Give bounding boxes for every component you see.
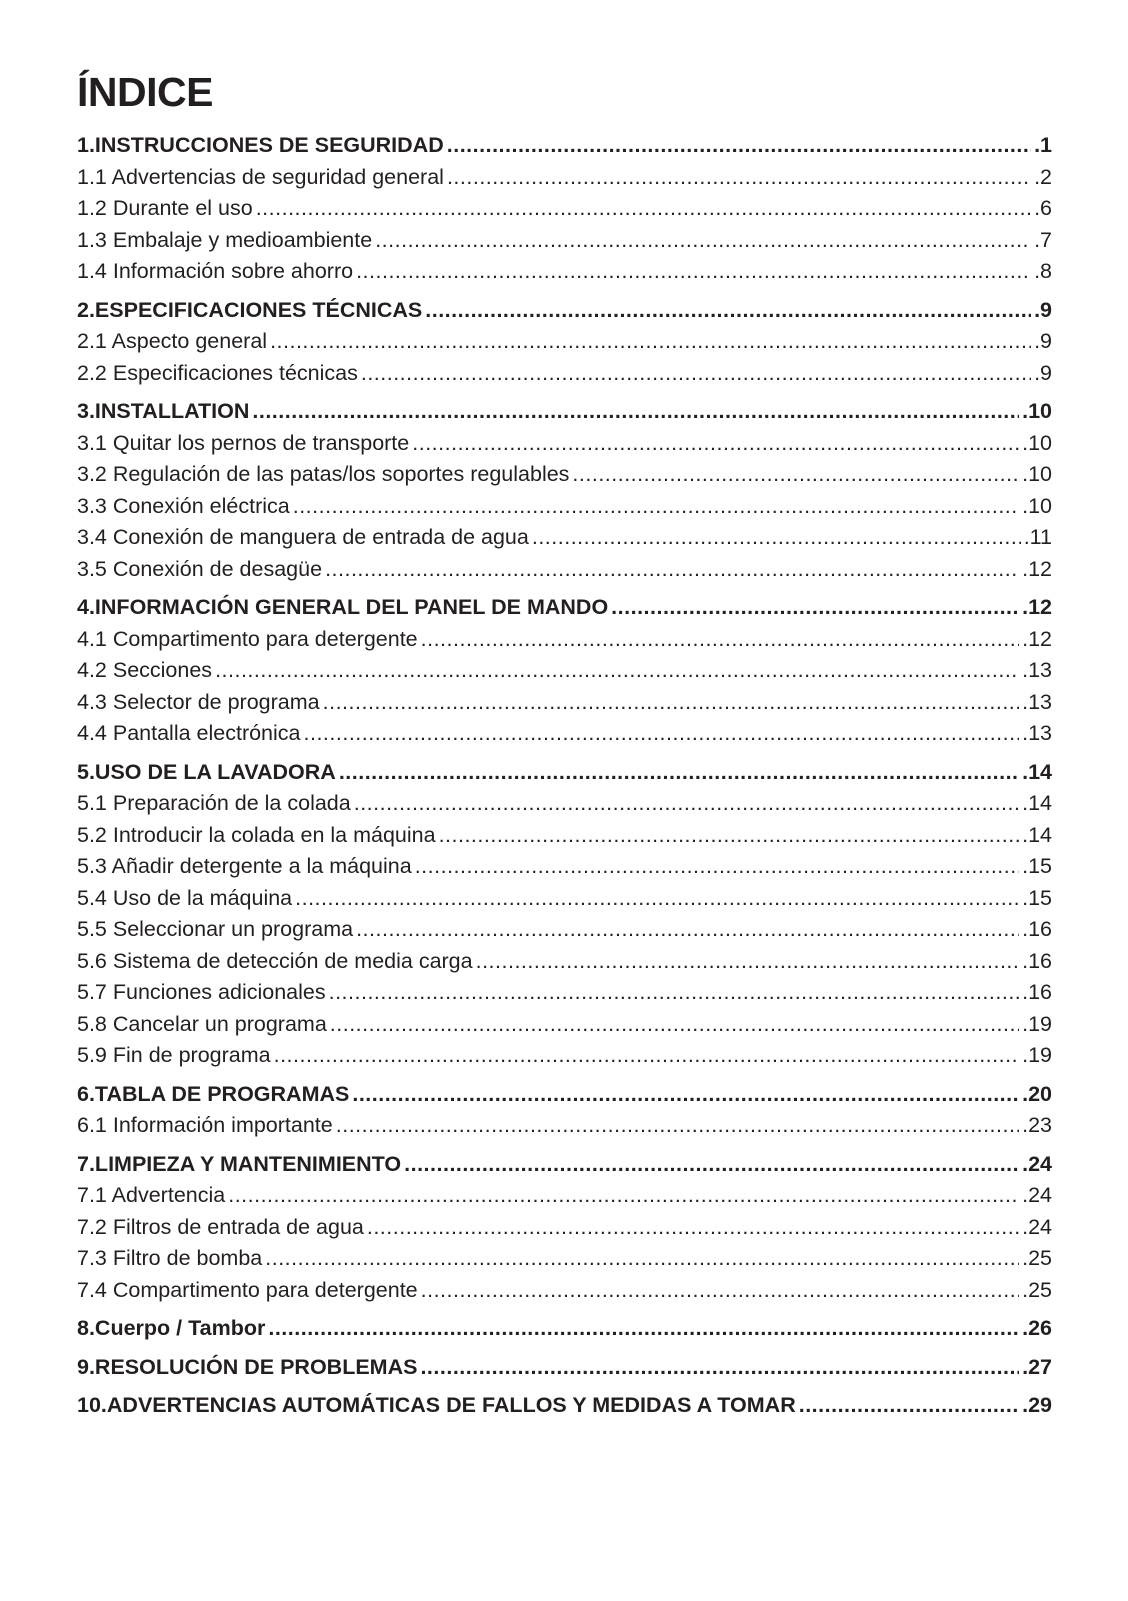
toc-subsection-entry[interactable]: [77, 914, 1052, 946]
dot-leader: [325, 554, 1019, 586]
dot-leader: [329, 977, 1020, 1009]
toc-page-number: .29: [1022, 1393, 1052, 1417]
dot-leader: [404, 1149, 1019, 1181]
toc-subsection-entry[interactable]: [77, 193, 1052, 225]
toc-section-entry[interactable]: [77, 1352, 1052, 1384]
toc-section-entry[interactable]: [77, 295, 1052, 327]
dot-leader: [265, 1243, 1019, 1275]
toc-subsection-entry[interactable]: [77, 1009, 1052, 1041]
dot-leader: [799, 1390, 1019, 1422]
toc-entry-title: 6.TABLA DE PROGRAMAS: [77, 1081, 350, 1106]
toc-entry-title: 7.4 Compartimento para detergente: [77, 1277, 418, 1302]
toc-subsection-entry[interactable]: [77, 491, 1052, 523]
dot-leader: [375, 225, 1031, 257]
dot-leader: [420, 1352, 1019, 1384]
toc-subsection-entry[interactable]: [77, 522, 1052, 554]
toc-entry-title: 4.4 Pantalla electrónica: [77, 721, 301, 745]
toc-entry-title: 1.2 Durante el uso: [77, 196, 253, 220]
toc-entry-title: 1.1 Advertencias de seguridad general: [77, 164, 444, 189]
dot-leader: [330, 1009, 1019, 1041]
dot-leader: [293, 491, 1019, 523]
toc-entry-title: 2.2 Especificaciones técnicas: [77, 360, 358, 385]
toc-entry-title: 5.4 Uso de la máquina: [77, 885, 293, 910]
toc-entry-title: 5.1 Preparación de la colada: [77, 791, 351, 815]
toc-entry-title: 9.RESOLUCIÓN DE PROBLEMAS: [77, 1354, 418, 1379]
toc-page-number: .23: [1022, 1113, 1052, 1137]
dot-leader: [439, 820, 1020, 852]
toc-page-number: .16: [1022, 917, 1052, 941]
toc-entry-title: 1.4 Información sobre ahorro: [77, 259, 354, 283]
dot-leader: [421, 1275, 1019, 1307]
dot-leader: [356, 256, 1031, 288]
toc-subsection-entry[interactable]: [77, 162, 1052, 194]
dot-leader: [304, 718, 1020, 750]
toc-page-number: .14: [1022, 822, 1052, 847]
toc-entry-title: 5.6 Sistema de detección de media carga: [77, 948, 473, 973]
toc-section-entry[interactable]: [77, 592, 1052, 624]
toc-entry-title: 3.5 Conexión de desagüe: [77, 556, 323, 581]
dot-leader: [228, 1180, 1019, 1212]
dot-leader: [323, 687, 1019, 719]
toc-page-number: .9: [1034, 297, 1052, 322]
dot-leader: [425, 295, 1031, 327]
dot-leader: [572, 459, 1019, 491]
toc-entry-title: 3.2 Regulación de las patas/los soportes regulables: [77, 462, 570, 486]
toc-entry-title: 3.3 Conexión eléctrica: [77, 493, 290, 518]
toc-entry-title: 5.USO DE LA LAVADORA: [77, 759, 336, 784]
toc-page-number: .10: [1022, 462, 1052, 486]
toc-page-number: .19: [1022, 1043, 1052, 1067]
toc-page-number: .10: [1022, 399, 1052, 423]
toc-subsection-entry[interactable]: [77, 820, 1052, 852]
toc-entry-title: 4.2 Secciones: [77, 658, 213, 682]
dot-leader: [367, 1212, 1019, 1244]
toc-subsection-entry[interactable]: [77, 687, 1052, 719]
toc-subsection-entry[interactable]: [77, 1275, 1052, 1307]
toc-entry-title: 5.2 Introducir la colada en la máquina: [77, 822, 436, 847]
toc-subsection-entry[interactable]: [77, 256, 1052, 288]
toc-page-number: .15: [1022, 854, 1052, 878]
toc-entry-title: 10.ADVERTENCIAS AUTOMÁTICAS DE FALLOS Y MEDIDAS A TOMAR: [77, 1393, 796, 1417]
toc-entry-title: 1.3 Embalaje y medioambiente: [77, 227, 373, 252]
toc-page-number: .16: [1022, 980, 1052, 1004]
toc-page-number: .8: [1034, 259, 1052, 283]
toc-section-entry[interactable]: [77, 1313, 1052, 1345]
toc-page-number: .13: [1022, 658, 1052, 682]
toc-section-entry[interactable]: [77, 1079, 1052, 1111]
toc-subsection-entry[interactable]: [77, 225, 1052, 257]
dot-leader: [421, 624, 1019, 656]
toc-section-entry[interactable]: [77, 757, 1052, 789]
dot-leader: [611, 592, 1019, 624]
toc-page-number: .24: [1022, 1214, 1052, 1239]
toc-subsection-entry[interactable]: [77, 1040, 1052, 1072]
toc-page-number: .7: [1034, 227, 1052, 252]
toc-subsection-entry[interactable]: [77, 1180, 1052, 1212]
toc-subsection-entry[interactable]: [77, 1243, 1052, 1275]
toc-subsection-entry[interactable]: [77, 326, 1052, 358]
toc-entry-title: 5.5 Seleccionar un programa: [77, 917, 354, 941]
page-title: ÍNDICE: [77, 69, 213, 115]
toc-entry-title: 5.3 Añadir detergente a la máquina: [77, 854, 412, 878]
toc-page-number: .27: [1022, 1354, 1052, 1379]
toc-subsection-entry[interactable]: [77, 946, 1052, 978]
toc-entry-title: 7.1 Advertencia: [77, 1183, 226, 1207]
dot-leader: [270, 326, 1031, 358]
toc-page-number: .24: [1022, 1183, 1052, 1207]
toc-entry-title: 4.INFORMACIÓN GENERAL DEL PANEL DE MANDO: [77, 595, 609, 619]
toc-page-number: .24: [1022, 1151, 1052, 1176]
toc-subsection-entry[interactable]: [77, 554, 1052, 586]
toc-entry-title: 5.8 Cancelar un programa: [77, 1011, 327, 1036]
toc-subsection-entry[interactable]: [77, 358, 1052, 390]
toc-entry-title: 5.7 Funciones adicionales: [77, 980, 326, 1004]
toc-subsection-entry[interactable]: [77, 1110, 1052, 1142]
toc-entry-title: 7.2 Filtros de entrada de agua: [77, 1214, 364, 1239]
toc-subsection-entry[interactable]: [77, 977, 1052, 1009]
dot-leader: [361, 358, 1031, 390]
dot-leader: [268, 1313, 1019, 1345]
dot-leader: [339, 757, 1019, 789]
table-of-contents: [77, 130, 1052, 1422]
toc-subsection-entry[interactable]: [77, 788, 1052, 820]
toc-entry-title: 7.LIMPIEZA Y MANTENIMIENTO: [77, 1151, 402, 1176]
toc-entry-title: 5.9 Fin de programa: [77, 1043, 271, 1067]
toc-section-entry[interactable]: [77, 130, 1052, 162]
toc-page: [77, 68, 1052, 1422]
toc-subsection-entry[interactable]: [77, 428, 1052, 460]
toc-page-number: .15: [1022, 885, 1052, 910]
dot-leader: [256, 193, 1031, 225]
dot-leader: [354, 788, 1019, 820]
toc-subsection-entry[interactable]: [77, 1212, 1052, 1244]
toc-subsection-entry[interactable]: [77, 624, 1052, 656]
toc-subsection-entry[interactable]: [77, 851, 1052, 883]
toc-subsection-entry[interactable]: [77, 459, 1052, 491]
toc-page-number: .6: [1034, 196, 1052, 220]
toc-entry-title: 6.1 Información importante: [77, 1113, 333, 1137]
toc-page-number: .12: [1022, 626, 1052, 651]
toc-page-number: .9: [1034, 329, 1052, 353]
dot-leader: [532, 522, 1021, 554]
toc-page-number: .26: [1022, 1316, 1052, 1340]
dot-leader: [215, 655, 1019, 687]
toc-entry-title: 2.ESPECIFICACIONES TÉCNICAS: [77, 297, 423, 322]
toc-page-number: .20: [1022, 1081, 1052, 1106]
dot-leader: [412, 428, 1019, 460]
toc-page-number: .14: [1022, 759, 1052, 784]
dot-leader: [336, 1110, 1019, 1142]
toc-entry-title: 4.1 Compartimento para detergente: [77, 626, 418, 651]
toc-page-number: .16: [1022, 948, 1052, 973]
toc-entry-title: 1.INSTRUCCIONES DE SEGURIDAD: [77, 133, 444, 157]
dot-leader: [274, 1040, 1020, 1072]
toc-section-entry[interactable]: [77, 396, 1052, 428]
toc-page-number: .10: [1022, 493, 1052, 518]
toc-entry-title: 7.3 Filtro de bomba: [77, 1246, 263, 1270]
toc-entry-title: 3.INSTALLATION: [77, 399, 250, 423]
toc-page-number: .11: [1023, 525, 1052, 549]
toc-page-number: .25: [1022, 1246, 1052, 1270]
dot-leader: [352, 1079, 1019, 1111]
toc-page-number: .25: [1022, 1277, 1052, 1302]
toc-page-number: .14: [1022, 791, 1052, 815]
toc-entry-title: 4.3 Selector de programa: [77, 689, 320, 714]
toc-entry-title: 2.1 Aspecto general: [77, 329, 268, 353]
dot-leader: [415, 851, 1019, 883]
dot-leader: [476, 946, 1020, 978]
dot-leader: [447, 130, 1031, 162]
toc-page-number: .1: [1034, 133, 1052, 157]
toc-entry-title: 8.Cuerpo / Tambor: [77, 1316, 266, 1340]
toc-page-number: .13: [1022, 721, 1052, 745]
toc-page-number: .12: [1022, 556, 1052, 581]
toc-page-number: .9: [1034, 360, 1052, 385]
toc-entry-title: 3.4 Conexión de manguera de entrada de agua: [77, 525, 529, 549]
dot-leader: [447, 162, 1031, 194]
dot-leader: [295, 883, 1019, 915]
toc-page-number: .12: [1022, 595, 1052, 619]
toc-entry-title: 3.1 Quitar los pernos de transporte: [77, 430, 410, 455]
toc-page-number: .13: [1022, 689, 1052, 714]
toc-subsection-entry[interactable]: [77, 718, 1052, 750]
dot-leader: [356, 914, 1019, 946]
toc-page-number: .10: [1022, 430, 1052, 455]
toc-page-number: .19: [1022, 1011, 1052, 1036]
toc-section-entry[interactable]: [77, 1149, 1052, 1181]
toc-page-number: .2: [1034, 164, 1052, 189]
toc-section-entry[interactable]: [77, 1390, 1052, 1422]
toc-subsection-entry[interactable]: [77, 883, 1052, 915]
toc-subsection-entry[interactable]: [77, 655, 1052, 687]
dot-leader: [252, 396, 1019, 428]
